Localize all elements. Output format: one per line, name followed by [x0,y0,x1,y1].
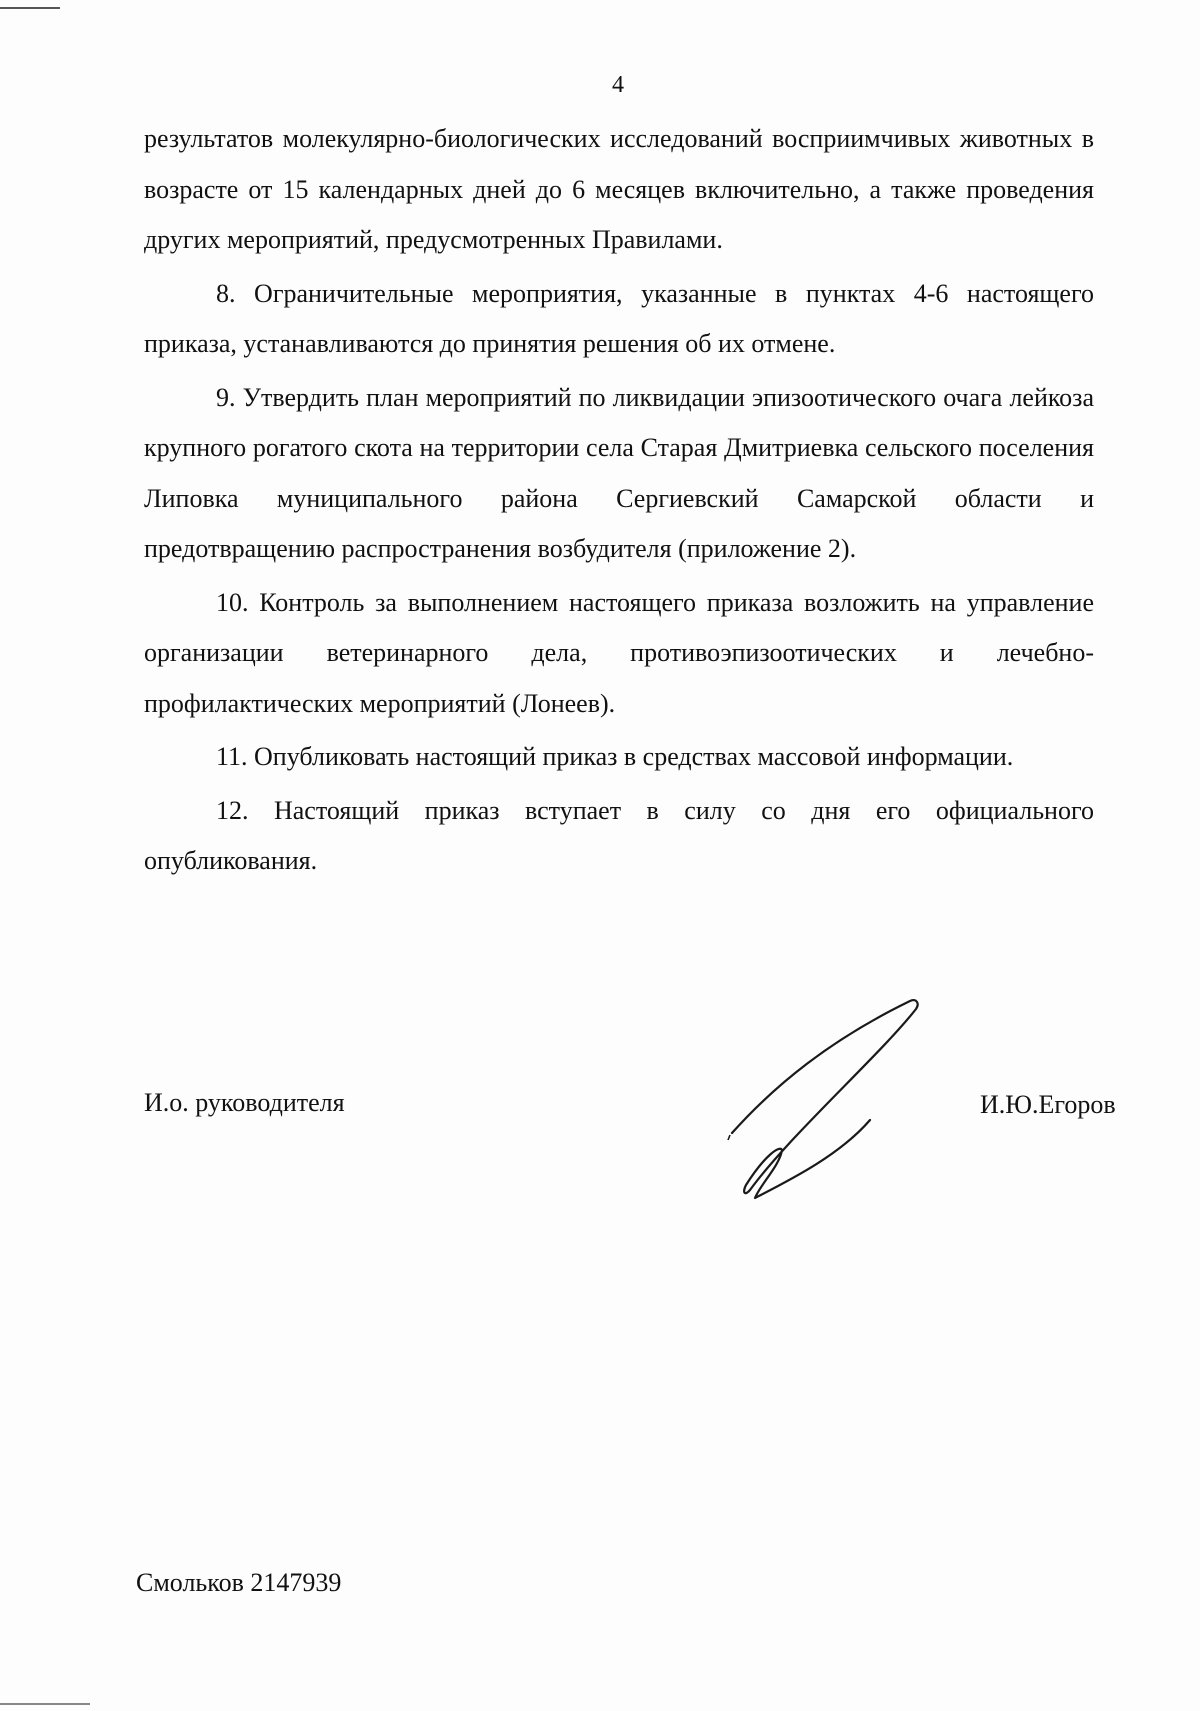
document-body [144,114,1094,887]
page-number: 4 [612,72,624,98]
paragraph-item-10: 10. Контроль за выполнением настоящего приказа возложить на управление организации ветеринарного дела, противоэпизоотических и лечебно-профилактических мероприятий (Лонеев). [144,587,1094,718]
signatory-name: И.Ю.Егоров [980,1090,1116,1119]
scan-edge-mark-bottom [0,1703,90,1705]
scan-edge-mark-top [0,7,60,9]
paragraph-continuation: результатов молекулярно-биологических исследований восприимчивых животных в возрасте от 15 календарных дней до 6 месяцев включительно, а также проведения других мероприятий, предусмотренных Правилами. [144,124,1094,254]
signatory-title: И.о. руководителя [144,1088,345,1117]
paragraph-item-9: 9. Утвердить план мероприятий по ликвидации эпизоотического очага лейкоза крупного рогатого скота на территории села Старая Дмитриевка сельского поселения Липовка муниципального района Сергиевский Самарской области и предотвращению распространения возбудителя (приложение 2). [144,382,1094,563]
executor-note: Смольков 2147939 [136,1568,342,1597]
handwritten-signature [720,995,940,1205]
paragraph-item-11: 11. Опубликовать настоящий приказ в средствах массовой информации. [216,742,1014,771]
paragraph-item-8: 8. Ограничительные мероприятия, указанные в пунктах 4-6 настоящего приказа, устанавливаются до принятия решения об их отмене. [144,278,1094,358]
paragraph-item-12: 12. Настоящий приказ вступает в силу со дня его официального опубликования. [144,795,1094,875]
